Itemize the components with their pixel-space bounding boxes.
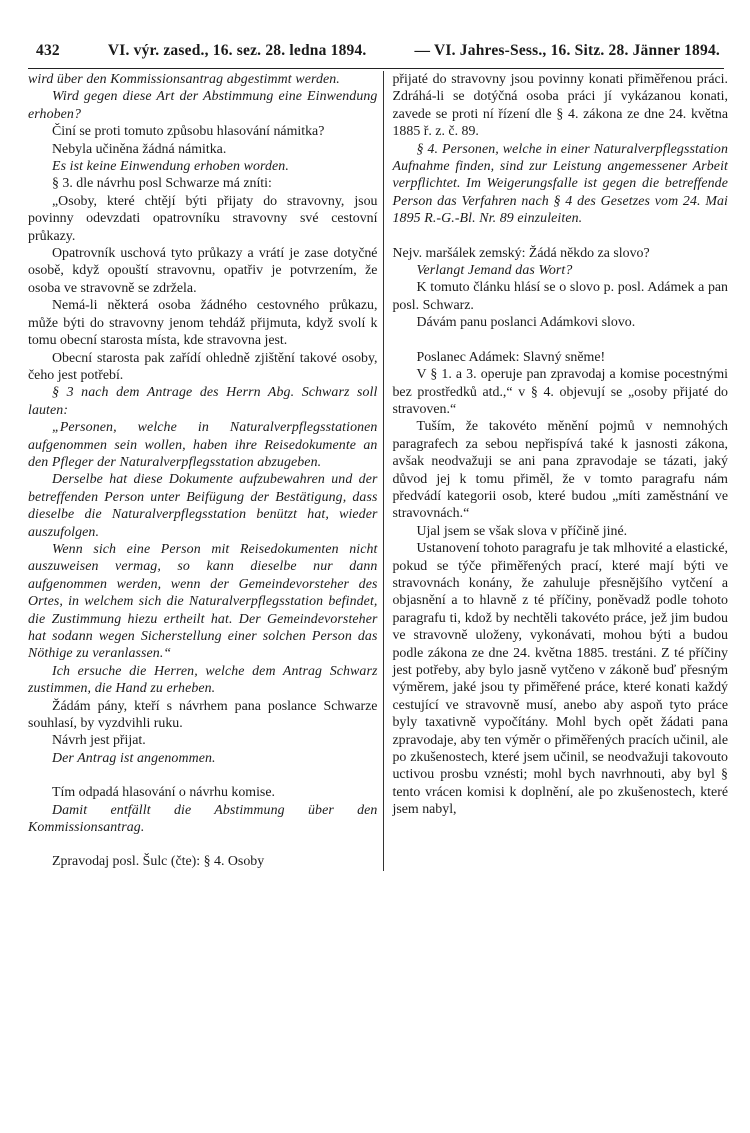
paragraph: Nebyla učiněna žádná námitka.: [52, 141, 227, 157]
paragraph: přijaté do stravovny jsou povinny konati přiměřenou práci. Zdráhá-li se dotýčná osoba práci jí vykázanou konati, zavede se proti ní řízení dle § 4. zákona ze dne 24. května 1885 ř. z. č. 89.: [392, 72, 728, 140]
paragraph: „Osoby, které chtějí býti přijaty do stravovny, jsou povinny odevzdati opatrovníku stravovny své cestovní průkazy.: [28, 193, 378, 244]
paragraph: Nemá-li některá osoba žádného cestovného průkazu, může býti do stravovny jenom tehdáž přijmuta, když svolí k tomu obecní starosta místa, kde stravovna jest.: [28, 298, 378, 349]
paragraph-gap: [392, 228, 728, 245]
paragraph: Tuším, že takovéto měnění pojmů v nemnohých paragrafech za sebou nepřispívá také k jasnosti zákona, avšak neodvažuji se ani pana zpravodaje se tázati, jaký důvod jej k tomu přiměl, že v tomto paragrafu nám předvádí kategorii osob, které budou „míti zaměstnání ve stravovnách.“: [392, 419, 728, 522]
paragraph: Opatrovník uschová tyto průkazy a vrátí je zase dotyčné osobě, když opouští stravovnu, opatřiv je potvrzením, že osoba ve stravovně se zdržela.: [28, 246, 378, 296]
header-right-title: — VI. Jahres-Sess., 16. Sitz. 28. Jänner 1894.: [414, 42, 720, 59]
paragraph: Der Antrag ist angenommen.: [52, 750, 216, 766]
text-columns: [28, 71, 728, 871]
paragraph: Wenn sich eine Person mit Reisedokumenten nicht auszuweisen vermag, so kann dieselbe nur dann aufgenommen werden, wenn der Gemeindevorsteher des Ortes, in welchem sich die Naturalverpflegsstation befindet, die Zustimmung hiezu ertheilt hat. Der Gemeindevorsteher hat sodann wegen Sicherstellung einer solchen Person das Nöthige zu veranlassen.“: [28, 541, 378, 662]
paragraph: Žádám pány, kteří s návrhem pana poslance Schwarze souhlasí, by vyzdvihli ruku.: [28, 698, 378, 732]
paragraph: wird über den Kommissionsantrag abgestimmt werden.: [28, 72, 340, 87]
paragraph: Wird gegen diese Art der Abstimmung eine Einwendung erhoben?: [28, 89, 378, 122]
paragraph: Ustanovení tohoto paragrafu je tak mlhovité a elastické, pokud se týče přiměřených prací, které mají býti ve stravovnách konány, že zahuluje přesnějšího vytčení a objasnění a to hlavně z té příčiny, poněvadž podle tohoto paragrafu ti, kdož by nechtěli takovéto práce, jež jim budou ve stravovně uloženy, vykonávati, mohou býti a budou podle zákona ze dne 24. května 1885. trestáni. Z té příčiny jest potřeby, aby bylo jasně vytčeno v zákoně buď přesným výměrem, jaké jsou ty přiměřené práce, které konati každý cestující ve stravovně musí, anebo aby aspoň tyto práce byly taxativně vypočítány. Mohl bych opět žádati pana zpravodaje, aby ten výměr o přiměřených pracích učinil, ale po zkušenostech, které jsem učinil, se neodvažuji takovouto uctivou prosbu vznésti; mohl bych navrhnouti, aby byl § tento vrácen komisi k doplnění, ale po zkušenostech, které jsem nabyl,: [392, 541, 728, 818]
paragraph: Es ist keine Einwendung erhoben worden.: [52, 159, 289, 175]
paragraph: Damit entfällt die Abstimmung über den Kommissionsantrag.: [28, 802, 378, 836]
paragraph: „Personen, welche in Naturalverpflegsstationen aufgenommen sein wollen, haben ihre Reisedokumente an den Pfleger der Naturalverpflegsstation abzugeben.: [28, 420, 378, 470]
paragraph-gap: [28, 836, 377, 853]
right-column: [384, 71, 728, 871]
paragraph: Tím odpadá hlasování o návrhu komise.: [52, 785, 275, 801]
header-rule: [28, 68, 724, 69]
page-number: 432: [36, 42, 60, 59]
paragraph: Návrh jest přijat.: [52, 733, 146, 749]
page-header: [28, 42, 728, 68]
header-left-title: VI. výr. zased., 16. sez. 28. ledna 1894.: [107, 42, 367, 59]
left-column: [28, 71, 383, 871]
paragraph: Verlangt Jemand das Wort?: [416, 263, 573, 279]
paragraph: K tomuto článku hlásí se o slovo p. posl. Adámek a pan posl. Schwarz.: [392, 280, 728, 313]
paragraph: Činí se proti tomuto způsobu hlasování námitka?: [52, 124, 325, 140]
paragraph: Zpravodaj posl. Šulc (čte): § 4. Osoby: [52, 854, 265, 870]
paragraph: Nejv. maršálek zemský: Žádá někdo za slovo?: [392, 245, 650, 261]
paragraph: Poslanec Adámek: Slavný sněme!: [416, 349, 606, 365]
paragraph-gap: [28, 767, 377, 784]
paragraph: Ujal jsem se však slova v příčině jiné.: [416, 523, 628, 539]
paragraph-gap: [392, 332, 728, 349]
paragraph: Derselbe hat diese Dokumente aufzubewahren und der betreffenden Person unter Beifügung der Bestätigung, dass dieselbe die Naturalverpflegsstation benützt hat, wieder auszufolgen.: [28, 472, 378, 540]
paragraph: Dávám panu poslanci Adámkovi slovo.: [416, 315, 636, 331]
paragraph: § 3. dle návrhu posl Schwarze má zníti:: [52, 176, 272, 192]
paragraph: Obecní starosta pak zařídí ohledně zjištění takové osoby, čeho jest potřebí.: [28, 350, 378, 383]
paragraph: § 3 nach dem Antrage des Herrn Abg. Schwarz soll lauten:: [28, 385, 378, 418]
paragraph: Ich ersuche die Herren, welche dem Antrag Schwarz zustimmen, die Hand zu erheben.: [28, 663, 378, 697]
paragraph: V § 1. a 3. operuje pan zpravodaj a komise pocestnými bez prostředků atd.,“ v § 4. objevují se „osoby přijaté do stravoven.“: [392, 367, 728, 417]
paragraph: § 4. Personen, welche in einer Naturalverpflegsstation Aufnahme finden, sind zur Leistung angemessener Arbeit verpflichtet. Im Weigerungsfalle ist gegen die betreffende Person das Verfahren nach § 4 des Gesetzes vom 24. Mai 1895 R.-G.-Bl. Nr. 89 einzuleiten.: [392, 141, 728, 227]
